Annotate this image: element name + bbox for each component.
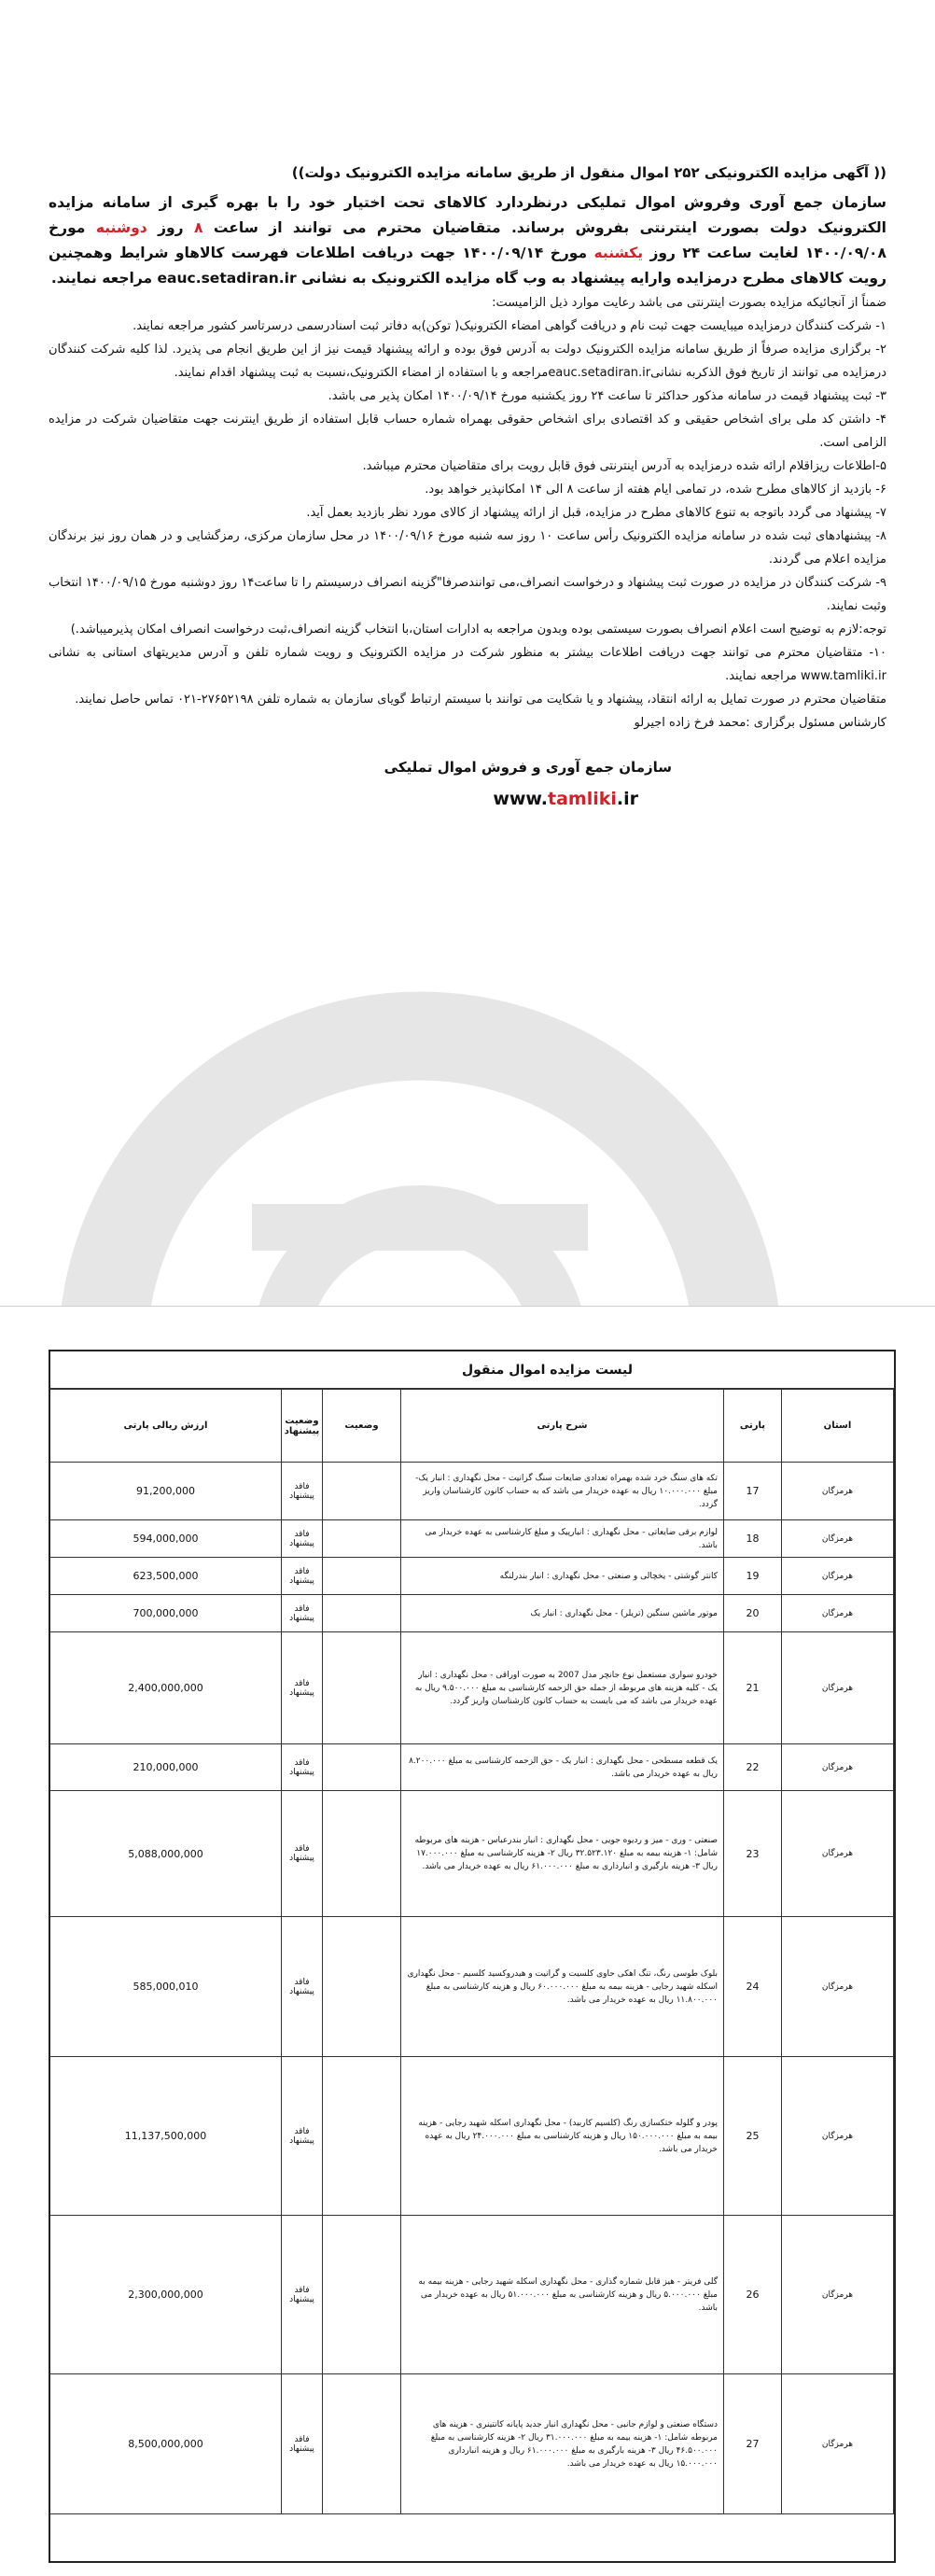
cell-province: هرمزگان [782,2216,894,2374]
cell-offer-status: فاقد پیشنهاد [282,1632,323,1744]
table-row [50,1632,894,1744]
cell-status [323,2216,401,2374]
cell-description: بلوک طوسی رنگ، تنگ اهکی حاوی کلسیت و گرانیت و هیدروکسید کلسیم - محل نگهداری اسکله شهید رجایی - هزینه بیمه به مبلغ ۶۰.۰۰۰.۰۰۰ ریال و هزینه کارشناسی به مبلغ ۱۱.۸۰۰.۰۰۰ ریال به عهده خریدار می باشد. [401,1917,724,2057]
cell-lot: 20 [724,1595,782,1632]
cell-offer-status: فاقد پیشنهاد [282,1558,323,1595]
cell-province: هرمزگان [782,2374,894,2514]
lots-table-body [50,1463,894,2514]
notice-item-7: ۷- پیشنهاد می گردد باتوجه به تنوع کالاهای مطرح در مزایده، قبل از ارائه پیشنهاد از کالای مورد نظر بازدید بعمل آید. [306,506,886,520]
table-row [50,1744,894,1791]
cell-status [323,1744,401,1791]
cell-province: هرمزگان [782,1595,894,1632]
cell-offer-status: فاقد پیشنهاد [282,2216,323,2374]
cell-offer-status: فاقد پیشنهاد [282,1917,323,2057]
cell-province: هرمزگان [782,1744,894,1791]
notice-item-10: ۱۰- متقاضیان محترم می توانند جهت دریافت اطلاعات بیشتر به منظور شرکت در مزایده الکترونیک و رویت شماره تلفن و آدرس مدیریتهای استانی به نشانی www.tamliki.ir مراجعه نمایند. [49,646,886,683]
cell-offer-status: فاقد پیشنهاد [282,1463,323,1520]
cell-lot: 19 [724,1558,782,1595]
cell-lot: 21 [724,1632,782,1744]
signature-block [49,759,672,809]
notice-item-2: ۲- برگزاری مزایده صرفاً از طریق سامانه مزایده الکترونیک دولت به آدرس فوق بوده و ارائه پیشنهاد قیمت نیز از این طریق انجام می پذیرد. لذا کلیه شرکت کنندگان درمزایده می توانند از تاریخ فوق الذکربه نشانیeauc.setadiran.irمراجعه و با استفاده از امضاء الکترونیک،نسبت به ثبت پیشنهاد اقدام نمایند. [49,343,886,380]
cell-status [323,1520,401,1558]
table-row [50,1558,894,1595]
cell-lot: 24 [724,1917,782,2057]
cell-status [323,1917,401,2057]
organization-name: سازمان جمع آوری و فروش اموال تملیکی [384,759,672,776]
cell-base-value: 594,000,000 [50,1520,282,1558]
cell-lot: 26 [724,2216,782,2374]
cell-province: هرمزگان [782,1632,894,1744]
header-base-value: ارزش ریالی پارتی [50,1390,282,1463]
cell-base-value: 91,200,000 [50,1463,282,1520]
cell-province: هرمزگان [782,1520,894,1558]
notice-item-6: ۶- بازدید از کالاهای مطرح شده، در تمامی ایام هفته از ساعت ۸ الی ۱۴ امکانپذیر خواهد بود. [425,483,886,497]
list-title: لیست مزایده اموال منقول [50,1351,894,1389]
header-description: شرح پارتی [401,1390,724,1463]
cell-status [323,1632,401,1744]
cell-province: هرمزگان [782,1463,894,1520]
table-row [50,1595,894,1632]
cell-base-value: 2,400,000,000 [50,1632,282,1744]
cell-base-value: 8,500,000,000 [50,2374,282,2514]
header-offer-status: وضعیت پیشنهاد [282,1390,323,1463]
notice-intro: ضمناً از آنجائیکه مزایده بصورت اینترنتی می باشد رعایت موارد ذیل الزامیست: [492,296,886,310]
cell-offer-status: فاقد پیشنهاد [282,2374,323,2514]
notice-item-3: ۳- ثبت پیشنهاد قیمت در سامانه مذکور حداکثر تا ساعت ۲۴ روز یکشنبه مورخ ۱۴۰۰/۰۹/۱۴ امکان پذیر می باشد. [328,389,886,403]
cell-lot: 25 [724,2057,782,2216]
cell-province: هرمزگان [782,1791,894,1917]
cell-description: گلی فریتر - هیز قابل شماره گذاری - محل نگهداری اسکله شهید رجایی - هزینه بیمه به مبلغ ۵.۰۰۰.۰۰۰ ریال و هزینه کارشناسی به مبلغ ۵۱.۰۰۰.۰۰۰ ریال به عهده خریدار می باشد. [401,2216,724,2374]
cell-province: هرمزگان [782,2057,894,2216]
table-header-row [50,1390,894,1463]
cell-description: تکه های سنگ خرد شده بهمراه تعدادی ضایعات سنگ گرانیت - محل نگهداری : انبار یک- مبلغ ۱۰.۰۰۰.۰۰۰ ریال به عهده خریدار می باشد که به حساب کانون کارشناسان واریز گردد. [401,1463,724,1520]
cell-description: یک قطعه مسطحی - محل نگهداری : انبار یک - حق الزحمه کارشناسی به مبلغ ۸.۲۰۰.۰۰۰ ریال به عهده خریدار می باشد. [401,1744,724,1791]
cell-description: کانتر گوشتی - یخچالی و صنعتی - محل نگهداری : انبار بندرلنگه [401,1558,724,1595]
cell-base-value: 210,000,000 [50,1744,282,1791]
notice-item-9: ۹- شرکت کنندگان در مزایده در صورت ثبت پیشنهاد و درخواست انصراف،می توانندصرفا"گزینه انصراف درسیستم را تا ساعت۱۴ روز دوشنبه مورخ ۱۴۰۰/۰۹/۱۵ انتخاب وثبت نمایند. [49,576,886,613]
notice-item-4: ۴- داشتن کد ملی برای اشخاص حقیقی و کد اقتصادی برای اشخاص حقوقی بهمراه شماره حساب قابل استفاده از طریق اینترنت جهت متقاضیان شرکت در مزایده الزامی است. [49,413,886,450]
cell-status [323,1791,401,1917]
cell-status [323,2057,401,2216]
cell-status [323,2374,401,2514]
table-row [50,1917,894,2057]
cell-offer-status: فاقد پیشنهاد [282,1520,323,1558]
table-row [50,2057,894,2216]
header-status: وضعیت [323,1390,401,1463]
cell-province: هرمزگان [782,1558,894,1595]
notice-lead: سازمان جمع آوری وفروش اموال تملیکی درنظردارد کالاهای تحت اختیار خود را با بهره گیری از سامانه مزایده الکترونیک دولت بصورت اینترنتی بفروش برساند. متقاضیان محترم می توانند از ساعت ۸ روز دوشنبه مورخ ۱۴۰۰/۰۹/۰۸ لغایت ساعت ۲۴ روز یکشنبه مورخ ۱۴۰۰/۰۹/۱۴ جهت دریافت اطلاعات فهرست کالاهاو شرایط وهمچنین رویت کالاهای مطرح درمزایده وارایه پیشنهاد به وب گاه مزایده الکترونیک به نشانی eauc.setadiran.ir مراجعه نمایند. [49,194,886,287]
cell-lot: 17 [724,1463,782,1520]
logo-watermark-icon [37,961,802,1307]
cell-description: صنعتی - وری - میز و ردیوه جویی - محل نگهداری : انبار بندرعباس - هزینه های مربوطه شامل: ۱- هزینه بیمه به مبلغ ۳۲.۵۲۳.۱۲۰ ریال ۲- هزینه کارشناسی به مبلغ ۱۷.۰۰۰.۰۰۰ ریال ۳- هزینه بارگیری و انبارداری به مبلغ ۶۱.۰۰۰.۰۰۰ ریال به عهده خریدار می باشد. [401,1791,724,1917]
cell-offer-status: فاقد پیشنهاد [282,1744,323,1791]
table-row [50,1791,894,1917]
table-row [50,1463,894,1520]
cell-base-value: 700,000,000 [50,1595,282,1632]
notice-contact: متقاضیان محترم در صورت تمایل به ارائه انتقاد، پیشنهاد و یا شکایت می توانند با سیستم ارتباط گویای سازمان به شماره تلفن ۲۷۶۵۲۱۹۸-۰۲۱ تماس حاصل نمایند. [75,693,886,707]
cell-base-value: 623,500,000 [50,1558,282,1595]
cell-description: موتور ماشین سنگین (تریلر) - محل نگهداری : انبار یک [401,1595,724,1632]
cell-description: لوازم برقی ضایعاتی - محل نگهداری : انبارپیک و مبلغ کارشناسی به عهده خریدار می باشد. [401,1520,724,1558]
cell-status [323,1463,401,1520]
notice-officer: کارشناس مسئول برگزاری :محمد فرخ زاده اجیرلو [634,716,886,730]
organization-website-link[interactable]: www.tamliki.ir [493,789,638,809]
cell-description: دستگاه صنعتی و لوازم جانبی - محل نگهداری انبار جدید پایانه کانتینری - هزینه های مربوطه شامل: ۱- هزینه بیمه به مبلغ ۳۱.۰۰۰.۰۰۰ ریال ۲- هزینه کارشناسی به مبلغ ۴۶.۵۰۰.۰۰۰ ریال ۳- هزینه بارگیری به مبلغ ۶۱.۰۰۰.۰۰۰ ریال و هزینه انبارداری ۱۵.۰۰۰.۰۰۰ ریال به عهده خریدار می باشد. [401,2374,724,2514]
cell-offer-status: فاقد پیشنهاد [282,1595,323,1632]
cell-province: هرمزگان [782,1917,894,2057]
cell-lot: 18 [724,1520,782,1558]
header-lot: پارتی [724,1390,782,1463]
cell-base-value: 585,000,010 [50,1917,282,2057]
cell-status [323,1595,401,1632]
cell-offer-status: فاقد پیشنهاد [282,1791,323,1917]
cell-lot: 27 [724,2374,782,2514]
auction-list [49,1350,896,2563]
cell-description: پودر و گلوله ختکسازی رنگ (کلسیم کاربید) - محل نگهداری اسکله شهید رجایی - هزینه بیمه به مبلغ ۱۵۰.۰۰۰.۰۰۰ ریال و هزینه کارشناسی به مبلغ ۲۴.۰۰۰.۰۰۰ ریال به عهده خریدار می باشد. [401,2057,724,2216]
cell-base-value: 11,137,500,000 [50,2057,282,2216]
table-row [50,1520,894,1558]
table-row [50,2216,894,2374]
cell-base-value: 2,300,000,000 [50,2216,282,2374]
cell-lot: 23 [724,1791,782,1917]
cell-status [323,1558,401,1595]
table-row [50,2374,894,2514]
notice-item-8: ۸- پیشنهادهای ثبت شده در سامانه مزایده الکترونیک رأس ساعت ۱۰ روز سه شنبه مورخ ۱۴۰۰/۰۹/۱۶ در محل سازمان مرکزی، رمزگشایی و در همان روز نیز برندگان مزایده اعلام می گردند. [49,529,886,567]
notice-item-1: ۱- شرکت کنندگان درمزایده میبایست جهت ثبت نام و دریافت گواهی امضاء الکترونیک( توکن)به دفاتر ثبت اسنادرسمی درسرتاسر کشور مراجعه نمایند. [133,319,886,333]
notice-item-5: ۵-اطلاعات ریزاقلام ارائه شده درمزایده به آدرس اینترنتی فوق قابل رویت برای متقاضیان محترم میباشد. [362,459,886,473]
cell-offer-status: فاقد پیشنهاد [282,2057,323,2216]
page-separator [0,1307,935,1350]
lots-table [49,1389,894,2514]
cell-base-value: 5,088,000,000 [50,1791,282,1917]
notice-title: (( آگهی مزایده الکترونیکی ۲۵۲ اموال منقول از طریق سامانه مزایده الکترونیک دولت)) [291,164,886,181]
cell-description: خودرو سواری مستعمل نوع جانچر مدل 2007 به صورت اوراقی - محل نگهداری : انبار یک - کلیه هزینه های مربوطه از جمله حق الزحمه کارشناسی به مبلغ ۹.۵۰۰.۰۰۰ ریال به عهده خریدار می باشد که می بایست به حساب کانون کارشناسان واریز گردد. [401,1632,724,1744]
notice-note: توجه:لازم به توضیح است اعلام انصراف بصورت سیستمی بوده وبدون مراجعه به ادارات استان،با انتخاب گزینه انصراف،ثبت درخواست انصراف امکان پذیرمیباشد.) [70,623,886,637]
header-province: استان [782,1390,894,1463]
cell-lot: 22 [724,1744,782,1791]
